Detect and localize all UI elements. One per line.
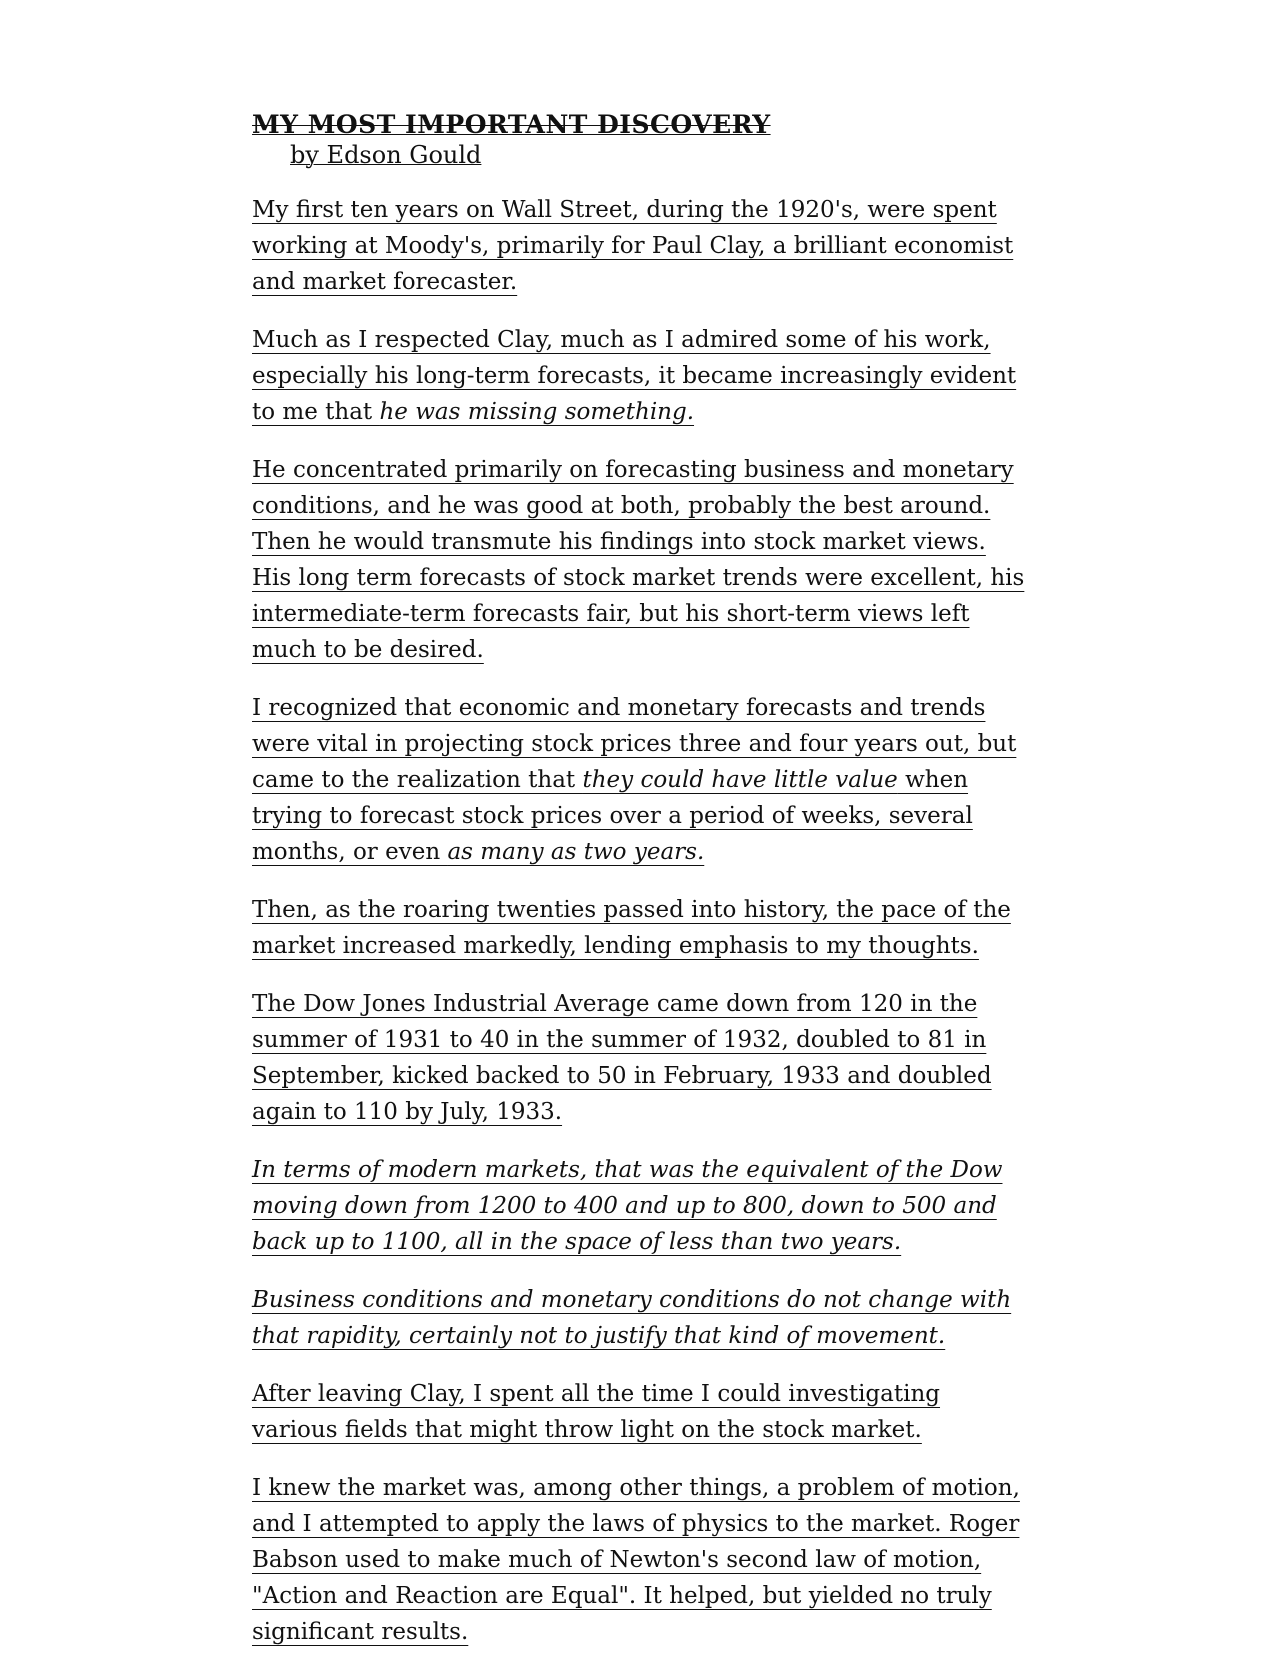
document-body [252,192,1032,1650]
paragraph [252,690,1032,870]
text-run: I knew the market was, among other things, a problem of motion, and I attempted to apply the laws of physics to the market. Roger Babson used to make much of Newton's second law of motion, "Action and Reaction are Equal". It helped, but yielded no truly significant results. [252,1475,1020,1645]
paragraph [252,1152,1032,1260]
italic-text-run: he was missing something. [379,399,695,425]
italic-text-run: they could have little value [582,767,898,793]
paragraph [252,1282,1032,1354]
text-run: I recognized that economic and monetary forecasts and trends were vital in projecting stock prices three and four years out, but came to the realization that [252,695,1017,793]
text-run: Much as I respected Clay, much as I admired some of his work, especially his long-term forecasts, it became increasingly evident to me that [252,327,1017,425]
text-run: when trying to forecast stock prices over a period of weeks, several months, or even [252,767,973,865]
text-run: After leaving Clay, I spent all the time I could investigating various fields that might throw light on the stock market. [252,1381,941,1443]
paragraph [252,452,1032,668]
italic-text-run: In terms of modern markets, that was the equivalent of the Dow moving down from 1200 to 400 and up to 800, down to 500 and back up to 1100, all in the space of less than two years. [252,1157,1003,1255]
document-title: MY MOST IMPORTANT DISCOVERY [252,110,771,139]
paragraph [252,986,1032,1130]
text-run: He concentrated primarily on forecasting business and monetary conditions, and he was good at both, probably the best around. Then he would transmute his findings into stock market views. His long term forecasts of stock market trends were excellent, his intermediate-term forecasts fair, but his short-term views left much to be desired. [252,457,1025,663]
paragraph [252,322,1032,430]
italic-text-run: as many as two years. [447,839,705,865]
paragraph [252,192,1032,300]
italic-text-run: Business conditions and monetary conditions do not change with that rapidity, certainly not to justify that kind of movement. [252,1287,1012,1349]
paragraph [252,1470,1032,1650]
document-page [252,110,1032,1672]
text-run: The Dow Jones Industrial Average came down from 120 in the summer of 1931 to 40 in the summer of 1932, doubled to 81 in September, kicked backed to 50 in February, 1933 and doubled again to 110 by July, 1933. [252,991,992,1125]
paragraph [252,1376,1032,1448]
paragraph [252,892,1032,964]
byline: by Edson Gould [290,141,482,169]
text-run: Then, as the roaring twenties passed into history, the pace of the market increased markedly, lending emphasis to my thoughts. [252,897,1011,959]
text-run: My first ten years on Wall Street, during the 1920's, were spent working at Moody's, primarily for Paul Clay, a brilliant economist and market forecaster. [252,197,1014,295]
